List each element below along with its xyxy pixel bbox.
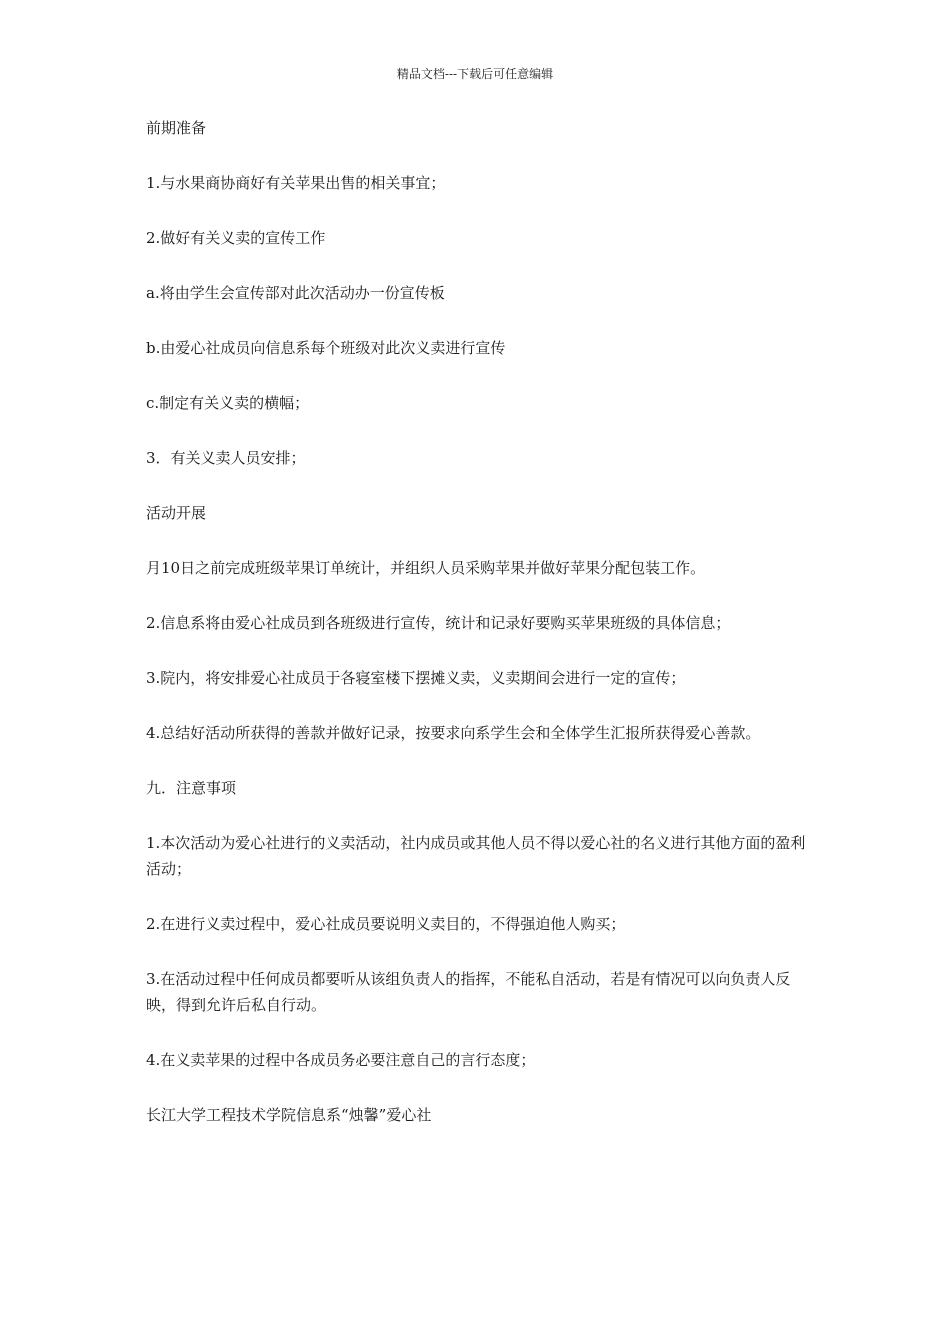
paragraph: b.由爱心社成员向信息系每个班级对此次义卖进行宣传 (146, 339, 506, 357)
paragraph: 4.总结好活动所获得的善款并做好记录，按要求向系学生会和全体学生汇报所获得爱心善款。 (146, 724, 761, 742)
paragraph: a.将由学生会宣传部对此次活动办一份宣传板 (146, 284, 445, 302)
paragraph: 2.在进行义卖过程中，爱心社成员要说明义卖目的，不得强迫他人购买； (146, 915, 626, 933)
page-header: 精品文档---下载后可任意编辑 (396, 67, 554, 81)
section-heading-notes: 九．注意事项 (146, 779, 237, 797)
signature-organization: 长江大学工程技术学院信息系“烛馨”爱心社 (146, 1106, 432, 1124)
paragraph: 4.在义卖苹果的过程中各成员务必要注意自己的言行态度； (146, 1051, 536, 1069)
paragraph: 3.院内，将安排爱心社成员于各寝室楼下摆摊义卖，义卖期间会进行一定的宣传； (146, 669, 686, 687)
paragraph: 2.信息系将由爱心社成员到各班级进行宣传，统计和记录好要购买苹果班级的具体信息； (146, 614, 731, 632)
paragraph: 3．有关义卖人员安排； (146, 449, 306, 467)
paragraph: 2.做好有关义卖的宣传工作 (146, 229, 326, 247)
section-heading-preparation: 前期准备 (146, 119, 207, 137)
paragraph: 1.本次活动为爱心社进行的义卖活动，社内成员或其他人员不得以爱心社的名义进行其他方面的盈利活动； (146, 834, 806, 878)
paragraph: 3.在活动过程中任何成员都要听从该组负责人的指挥，不能私自活动，若是有情况可以向负责人反映，得到允许后私自行动。 (146, 970, 791, 1014)
paragraph: c.制定有关义卖的横幅； (146, 394, 310, 412)
document-body (146, 115, 806, 1128)
paragraph: 月10日之前完成班级苹果订单统计，并组织人员采购苹果并做好苹果分配包装工作。 (146, 559, 706, 577)
section-heading-activity: 活动开展 (146, 504, 207, 522)
paragraph: 1.与水果商协商好有关苹果出售的相关事宜； (146, 174, 446, 192)
